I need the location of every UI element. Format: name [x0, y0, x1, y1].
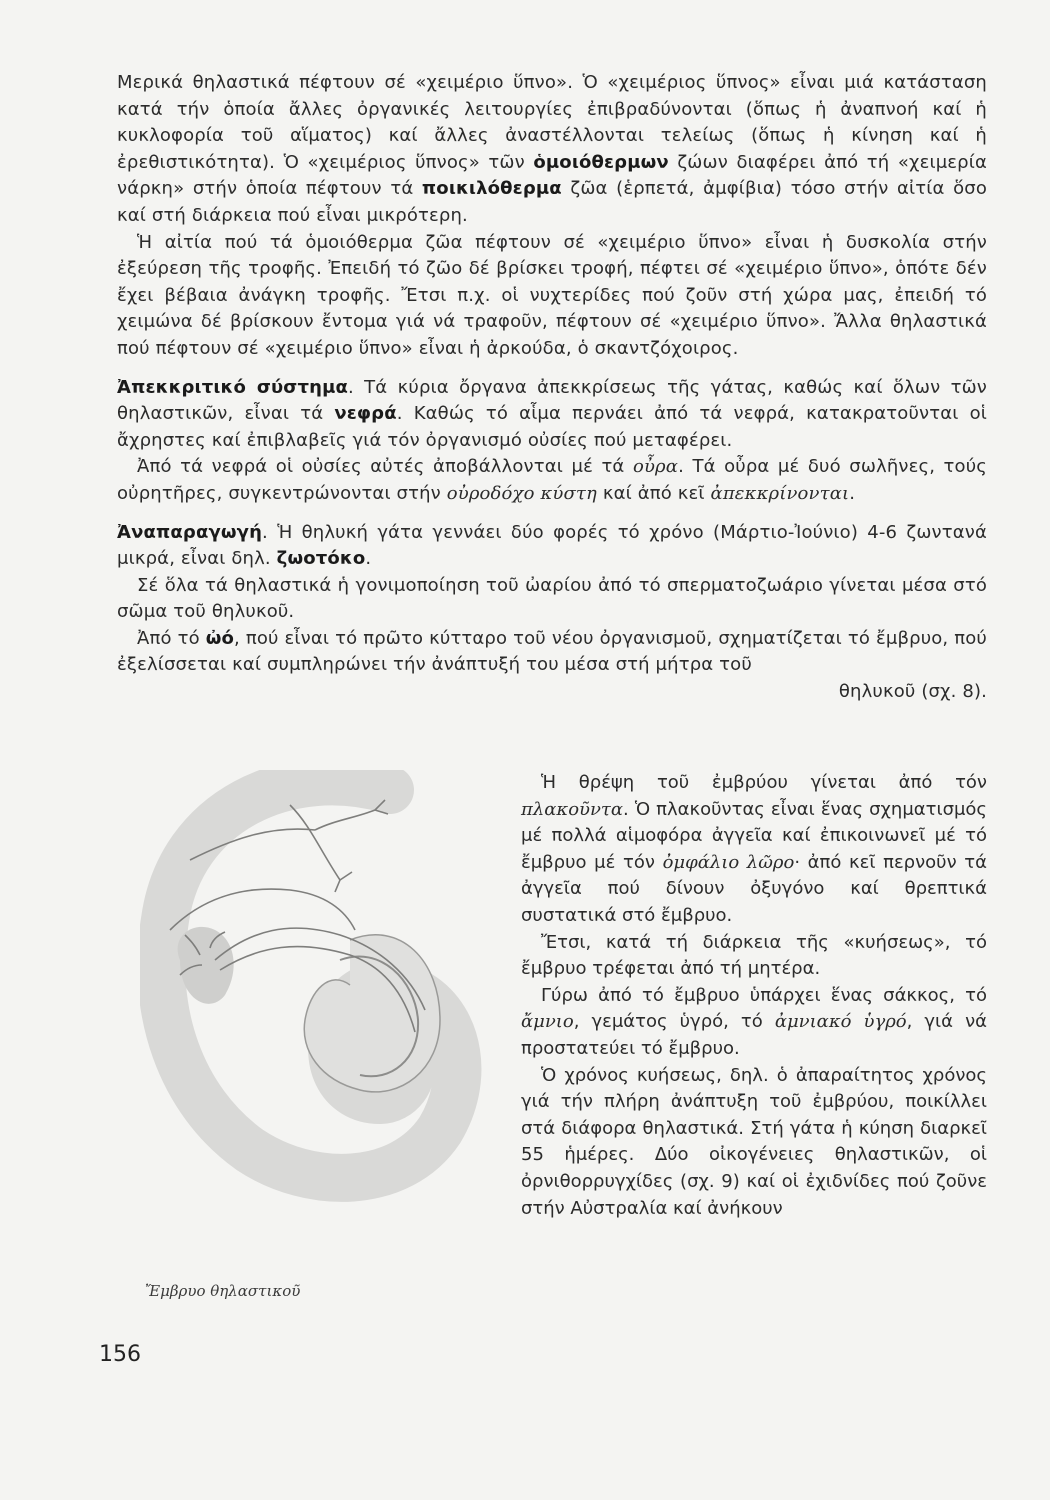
heading-excretory-system: Ἀπεκκριτικό σύστημα	[117, 376, 348, 398]
term-egg: ὠό	[205, 627, 235, 649]
paragraph-excretory-system: Ἀπεκκριτικό σύστημα. Τά κύρια ὄργανα ἀπεκκρίσεως τῆς γάτας, καθώς καί ὅλων τῶν θηλαστικῶν, εἶναι τά νεφρά. Καθώς τό αἷμα περνάει ἀπό τά νεφρά, κατακρατοῦνται οἱ ἄχρηστες καί ἐπιβλαβεῖς γιά τόν ὀργανισμό οὐσίες πού μεταφέρει.	[117, 376, 987, 451]
term-excreted: ἀπεκκρίνονται	[710, 482, 850, 504]
paragraph-egg: Ἀπό τό ὠό, πού εἶναι τό πρῶτο κύτταρο τοῦ νέου ὀργανισμοῦ, σχηματίζεται τό ἔμβρυο, πού ἐξελίσσεται καί συμπληρώνει τήν ἀνάπτυξή του μέσα στή μήτρα τοῦ	[117, 627, 987, 676]
term-amnion: ἄμνιο	[521, 1011, 574, 1033]
paragraph-kidneys: Ἀπό τά νεφρά οἱ οὐσίες αὐτές ἀποβάλλονται μέ τά οὖρα. Τά οὖρα μέ δυό σωλῆνες, τούς οὐρητῆρες, συγκεντρώνονται στήν οὐροδόχο κύστη καί ἀπό κεῖ ἀπεκκρίνονται.	[117, 456, 987, 504]
paragraph-egg-end: θηλυκοῦ (σχ. 8).	[838, 681, 987, 703]
paragraph-gestation-time: Ὁ χρόνος κυήσεως, δηλ. ὁ ἀπαραίτητος χρόνος γιά τήν πλήρη ἀνάπτυξη τοῦ ἐμβρύου, ποικίλλει στά διάφορα θηλαστικά. Στή γάτα ἡ κύηση διαρκεῖ 55 ἡμέρες. Δύο οἰκογένειες θηλαστικῶν, οἱ ὀρνιθορρυγχίδες (σχ. 9) καί οἱ ἐχιδνίδες πού ζοῦνε στήν Αὐστραλία καί ἀνήκουν	[521, 1064, 987, 1219]
term-bladder: οὐροδόχο κύστη	[446, 482, 597, 504]
paragraph-amnion: Γύρω ἀπό τό ἔμβρυο ὑπάρχει ἕνας σάκκος, τό ἄμνιο, γεμάτος ὑγρό, τό ἀμνιακό ὑγρό, γιά νά προστατεύει τό ἔμβρυο.	[521, 984, 987, 1059]
heading-reproduction: Ἀναπαραγωγή	[117, 521, 263, 543]
right-column-text	[521, 770, 987, 1222]
paragraph-hibernation-cause: Ἡ αἰτία πού τά ὁμοιόθερμα ζῶα πέφτουν σέ «χειμέριο ὕπνο» εἶναι ἡ δυσκολία στήν ἐξεύρεση τῆς τροφῆς. Ἐπειδή τό ζῶο δέ βρίσκει τροφή, πέφτει σέ «χειμέριο ὕπνο», ὁπότε δέν ἔχει βέβαια ἀνάγκη τροφῆς. Ἔτσι π.χ. οἱ νυχτερίδες πού ζοῦν στή χώρα μας, ἐπειδή τό χειμώνα δέ βρίσκουν ἔντομα γιά νά τραφοῦν, πέφτουν σέ «χειμέριο ὕπνο». Ἄλλα θηλαστικά πού πέφτουν σέ «χειμέριο ὕπνο» εἶναι ἡ ἀρκούδα, ὁ σκαντζόχοιρος.	[117, 231, 987, 359]
term-homeothermic: ὁμοιόθερμων	[533, 151, 669, 173]
paragraph-gestation: Ἔτσι, κατά τή διάρκεια τῆς «κυήσεως», τό ἔμβρυο τρέφεται ἀπό τή μητέρα.	[521, 931, 987, 980]
paragraph-placenta: Ἡ θρέψη τοῦ ἐμβρύου γίνεται ἀπό τόν πλακοῦντα. Ὁ πλακοῦντας εἶναι ἕνας σχηματισμός μέ πολλά αἱμοφόρα ἀγγεῖα καί ἐπικοινωνεῖ μέ τό ἔμβρυο μέ τόν ὀμφάλιο λῶρο· ἀπό κεῖ περνοῦν τά ἀγγεῖα πού δίνουν ὀξυγόνο καί θρεπτικά συστατικά στό ἔμβρυο.	[521, 772, 987, 926]
term-amniotic-fluid: ἀμνιακό ὑγρό	[774, 1011, 907, 1033]
term-umbilical-cord: ὀμφάλιο λῶρο	[662, 851, 795, 873]
term-kidneys: νεφρά	[334, 403, 397, 425]
embryo-illustration	[140, 770, 510, 1230]
term-viviparous: ζωοτόκο	[276, 548, 366, 570]
paragraph-hibernation: Μερικά θηλαστικά πέφτουν σέ «χειμέριο ὕπνο». Ὁ «χειμέριος ὕπνος» εἶναι μιά κατάσταση κατά τήν ὁποία ἄλλες ὀργανικές λειτουργίες ἐπιβραδύνονται (ὅπως ἡ ἀναπνοή καί ἡ κυκλοφορία τοῦ αἵματος) καί ἄλλες ἀναστέλλονται τελείως (ὅπως ἡ κίνηση καί ἡ ἐρεθιστικότητα). Ὁ «χειμέριος ὕπνος» τῶν ὁμοιόθερμων ζώων διαφέρει ἀπό τή «χειμερία νάρκη» στήν ὁποία πέφτουν τά ποικιλόθερμα ζῶα (ἑρπετά, ἀμφίβια) τόσο στήν αἰτία ὅσο καί στή διάρκεια πού εἶναι μικρότερη.	[117, 72, 988, 226]
paragraph-reproduction: Ἀναπαραγωγή. Ἡ θηλυκή γάτα γεννάει δύο φορές τό χρόνο (Μάρτιο-Ἰούνιο) 4-6 ζωντανά μικρά, εἶναι δηλ. ζωοτόκο.	[117, 521, 987, 570]
paragraph-fertilization: Σέ ὅλα τά θηλαστικά ἡ γονιμοποίηση τοῦ ὠαρίου ἀπό τό σπερματοζωάριο γίνεται μέσα στό σῶμα τοῦ θηλυκοῦ.	[117, 574, 987, 623]
term-poikilothermic: ποικιλόθερμα	[421, 178, 562, 200]
main-text-block	[117, 70, 987, 706]
term-placenta: πλακοῦντα	[521, 798, 624, 820]
term-urine: οὖρα	[632, 456, 679, 478]
figure-caption: Ἔμβρυο θηλαστικοῦ	[145, 1282, 301, 1300]
page-number: 156	[99, 1342, 141, 1367]
